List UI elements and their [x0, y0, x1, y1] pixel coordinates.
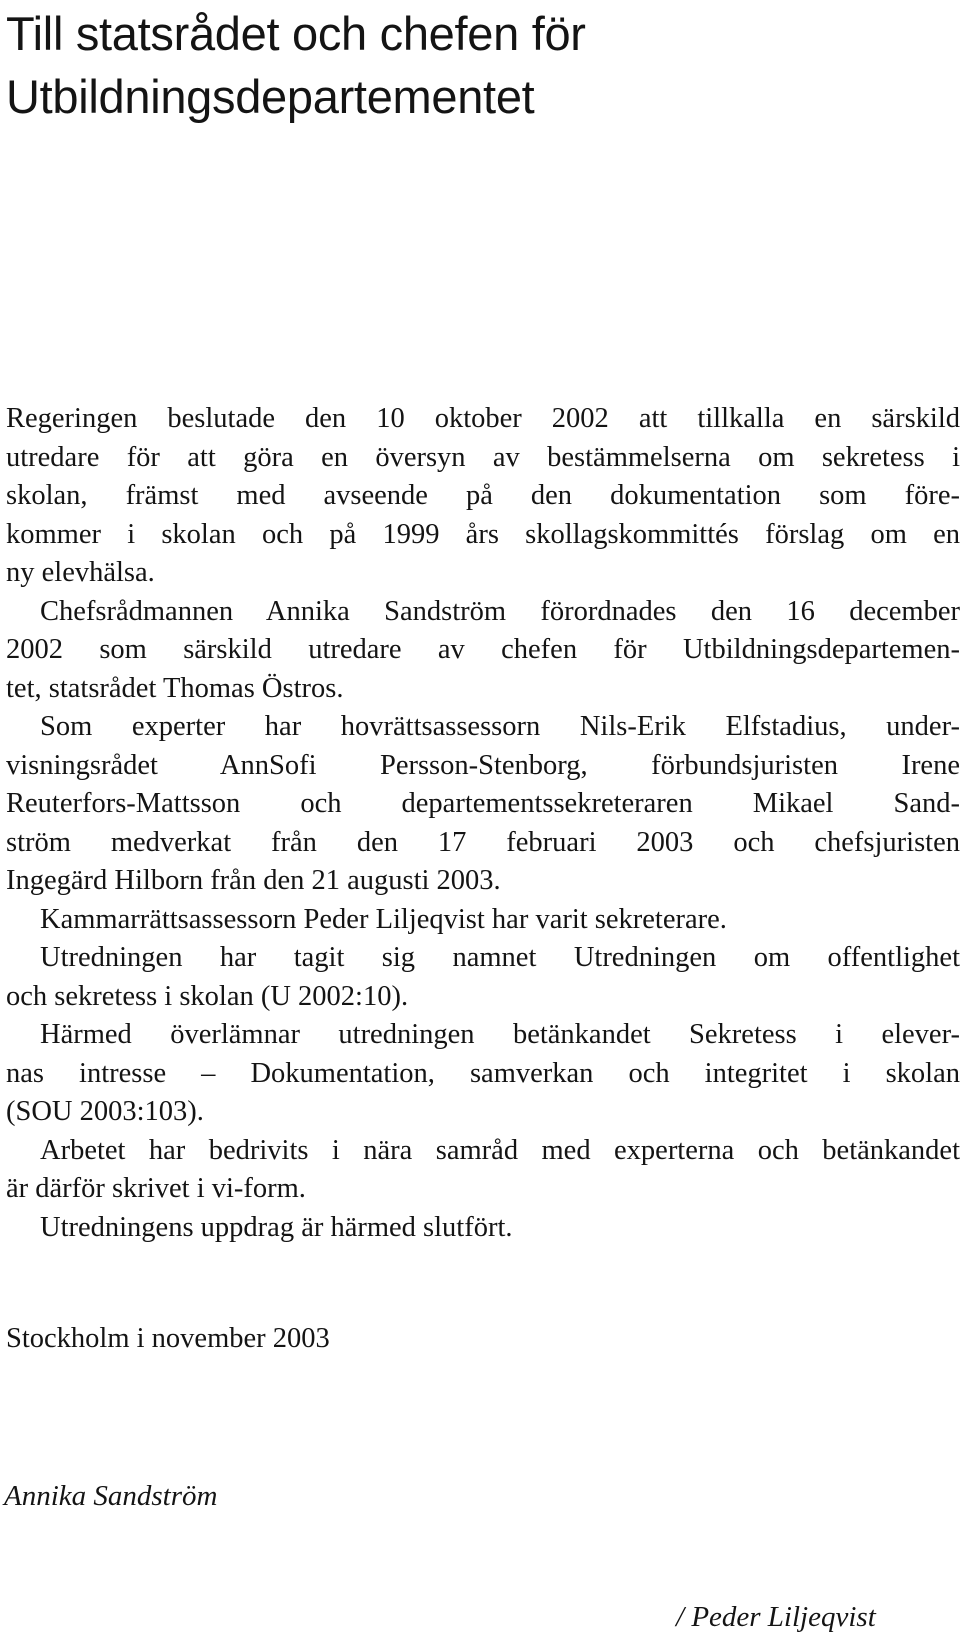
- text-line: Som experter har hovrättsassessorn Nils-Erik Elfstadius, under-: [40, 711, 960, 742]
- text-line: skolan, främst med avseende på den dokumentation som före-: [6, 480, 960, 511]
- text-line: Arbetet har bedrivits i nära samråd med experterna och betänkandet: [40, 1134, 960, 1166]
- text-line: ström medverkat från den 17 februari 2003 och chefsjuristen: [6, 826, 960, 858]
- text-line: (SOU 2003:103).: [6, 1096, 204, 1127]
- signature-secretary-name: Peder Liljeqvist: [691, 1601, 876, 1633]
- text-line: Ingegärd Hilborn från den 21 augusti 2003.: [6, 865, 501, 896]
- text-line: Kammarrättsassessorn Peder Liljeqvist har varit sekreterare.: [40, 903, 727, 935]
- place-and-date: Stockholm i november 2003: [6, 1323, 330, 1354]
- document-title: [6, 2, 946, 128]
- signature-slash: /: [676, 1601, 685, 1633]
- signature-chair: Annika Sandström: [4, 1480, 218, 1512]
- paragraph-submission: [6, 1016, 960, 1132]
- paragraph-method: [6, 1132, 960, 1209]
- paragraph-experts: [6, 708, 960, 901]
- text-line: visningsrådet AnnSofi Persson-Stenborg, förbundsjuristen Irene: [6, 749, 960, 781]
- text-line: nas intresse – Dokumentation, samverkan och integritet i skolan: [6, 1057, 960, 1089]
- paragraph-appointment: [6, 593, 960, 709]
- text-line: Utredningens uppdrag är härmed slutfört.: [40, 1211, 513, 1243]
- text-line: är därför skrivet i vi-form.: [6, 1173, 306, 1204]
- text-line: Chefsrådmannen Annika Sandström förordnades den 16 december: [40, 595, 960, 627]
- paragraph-secretary: [6, 901, 960, 940]
- paragraph-completion: [6, 1209, 960, 1248]
- text-line: Härmed överlämnar utredningen betänkandet Sekretess i elever-: [40, 1019, 960, 1050]
- text-line: och sekretess i skolan (U 2002:10).: [6, 980, 409, 1012]
- text-line: Regeringen beslutade den 10 oktober 2002 att tillkalla en särskild: [6, 403, 960, 434]
- document-title-line-2: Utbildningsdepartementet: [6, 70, 535, 123]
- text-line: tet, statsrådet Thomas Östros.: [6, 672, 344, 704]
- document-title-line-1: Till statsrådet och chefen för: [6, 7, 586, 60]
- letter-body: [6, 400, 960, 1247]
- paragraph-name: [6, 939, 960, 1016]
- text-line: Utredningen har tagit sig namnet Utredningen om offentlighet: [40, 942, 960, 973]
- text-line: utredare för att göra en översyn av bestämmelserna om sekretess i: [6, 441, 960, 473]
- text-line: kommer i skolan och på 1999 års skollagskommittés förslag om en: [6, 518, 960, 550]
- paragraph-assignment: [6, 400, 960, 593]
- text-line: 2002 som särskild utredare av chefen för Utbildningsdepartemen-: [6, 634, 960, 665]
- signature-secretary: [676, 1598, 876, 1636]
- text-line: Reuterfors-Mattsson och departementssekreteraren Mikael Sand-: [6, 788, 960, 819]
- text-line: ny elevhälsa.: [6, 557, 155, 588]
